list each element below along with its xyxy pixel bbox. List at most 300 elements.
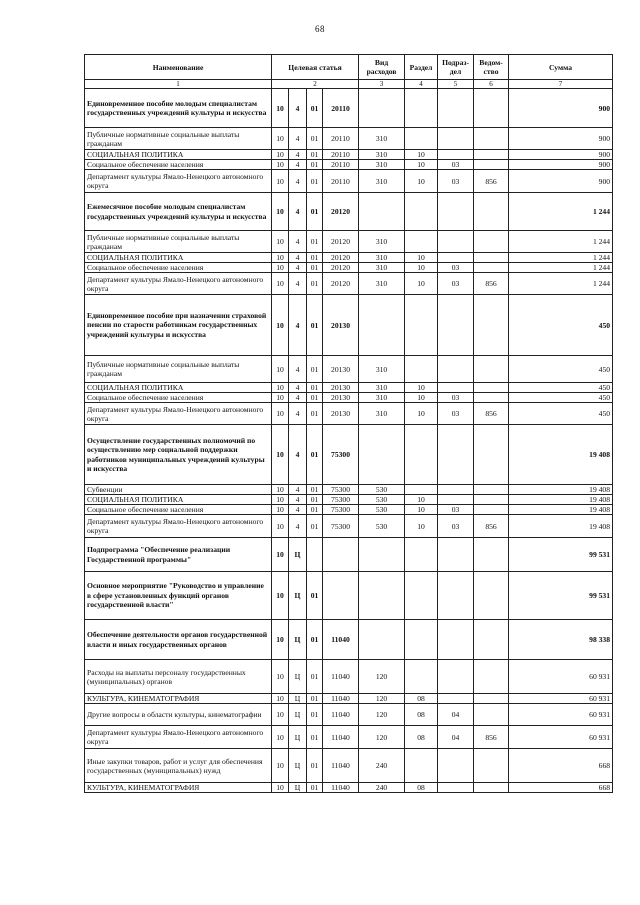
vedomstvo-cell <box>474 89 509 128</box>
target-code-3: 01 <box>307 263 323 273</box>
sum-cell: 450 <box>509 356 613 383</box>
column-number: 3 <box>359 80 405 89</box>
target-code-1: 10 <box>272 160 289 170</box>
target-code-2: Ц <box>289 783 307 793</box>
column-number: 5 <box>438 80 474 89</box>
target-code-1: 10 <box>272 295 289 356</box>
table-row <box>85 425 613 485</box>
target-code-1: 10 <box>272 170 289 193</box>
podrazdel-cell <box>438 620 474 660</box>
row-name: Публичные нормативные социальные выплаты гражданам <box>85 128 272 150</box>
sum-cell: 60 931 <box>509 660 613 694</box>
row-name: Социальное обеспечение населения <box>85 393 272 403</box>
target-code-2: 4 <box>289 150 307 160</box>
vid-cell: 310 <box>359 253 405 263</box>
target-code-4: 20110 <box>323 170 359 193</box>
target-code-3: 01 <box>307 515 323 538</box>
target-code-3: 01 <box>307 383 323 393</box>
target-code-3: 01 <box>307 620 323 660</box>
target-code-4: 20120 <box>323 231 359 253</box>
table-row <box>85 295 613 356</box>
sum-cell: 668 <box>509 749 613 783</box>
target-code-4 <box>323 572 359 620</box>
vedomstvo-cell <box>474 505 509 515</box>
header-vid: Вид расходов <box>359 55 405 80</box>
podrazdel-cell: 04 <box>438 726 474 749</box>
header-summa: Сумма <box>509 55 613 80</box>
razdel-cell: 10 <box>405 160 438 170</box>
sum-cell: 19 408 <box>509 425 613 485</box>
target-code-4: 20130 <box>323 383 359 393</box>
target-code-1: 10 <box>272 89 289 128</box>
podrazdel-cell <box>438 572 474 620</box>
target-code-1: 10 <box>272 538 289 572</box>
target-code-4: 75300 <box>323 485 359 495</box>
target-code-1: 10 <box>272 193 289 231</box>
razdel-cell: 10 <box>405 393 438 403</box>
target-code-4: 20130 <box>323 393 359 403</box>
sum-cell: 900 <box>509 170 613 193</box>
podrazdel-cell: 03 <box>438 403 474 425</box>
row-name: КУЛЬТУРА, КИНЕМАТОГРАФИЯ <box>85 783 272 793</box>
razdel-cell: 10 <box>405 403 438 425</box>
target-code-2: Ц <box>289 660 307 694</box>
target-code-2: 4 <box>289 170 307 193</box>
target-code-2: Ц <box>289 749 307 783</box>
podrazdel-cell <box>438 193 474 231</box>
podrazdel-cell: 03 <box>438 263 474 273</box>
vedomstvo-cell <box>474 749 509 783</box>
target-code-1: 10 <box>272 620 289 660</box>
sum-cell: 450 <box>509 393 613 403</box>
target-code-3: 01 <box>307 783 323 793</box>
vedomstvo-cell <box>474 383 509 393</box>
podrazdel-cell: 04 <box>438 704 474 726</box>
target-code-4: 20120 <box>323 193 359 231</box>
target-code-2: 4 <box>289 383 307 393</box>
sum-cell: 19 408 <box>509 495 613 505</box>
row-name: Единовременное пособие при назначении страховой пенсии по старости работникам государственных учреждений культуры и искусства <box>85 295 272 356</box>
target-code-1: 10 <box>272 231 289 253</box>
podrazdel-cell: 03 <box>438 393 474 403</box>
vedomstvo-cell <box>474 128 509 150</box>
table-row <box>85 231 613 253</box>
table-row <box>85 393 613 403</box>
razdel-cell: 10 <box>405 273 438 295</box>
target-code-1: 10 <box>272 505 289 515</box>
razdel-cell <box>405 749 438 783</box>
vid-cell: 310 <box>359 150 405 160</box>
target-code-3: 01 <box>307 253 323 263</box>
table-row <box>85 253 613 263</box>
table-row <box>85 783 613 793</box>
target-code-1: 10 <box>272 704 289 726</box>
sum-cell: 668 <box>509 783 613 793</box>
target-code-4: 20110 <box>323 160 359 170</box>
podrazdel-cell: 03 <box>438 515 474 538</box>
sum-cell: 900 <box>509 160 613 170</box>
target-code-3 <box>307 538 323 572</box>
vedomstvo-cell: 856 <box>474 403 509 425</box>
vedomstvo-cell <box>474 150 509 160</box>
row-name: Социальное обеспечение населения <box>85 263 272 273</box>
target-code-4: 75300 <box>323 425 359 485</box>
vedomstvo-cell <box>474 495 509 505</box>
vedomstvo-cell <box>474 538 509 572</box>
vid-cell <box>359 425 405 485</box>
vid-cell: 120 <box>359 694 405 704</box>
row-name: Департамент культуры Ямало-Ненецкого автономного округа <box>85 726 272 749</box>
target-code-2: 4 <box>289 253 307 263</box>
target-code-1: 10 <box>272 660 289 694</box>
razdel-cell <box>405 620 438 660</box>
podrazdel-cell <box>438 425 474 485</box>
vid-cell: 530 <box>359 485 405 495</box>
vedomstvo-cell <box>474 572 509 620</box>
target-code-4: 20130 <box>323 295 359 356</box>
target-code-2: 4 <box>289 295 307 356</box>
podrazdel-cell <box>438 150 474 160</box>
target-code-4: 11040 <box>323 704 359 726</box>
sum-cell: 98 338 <box>509 620 613 660</box>
target-code-4: 11040 <box>323 726 359 749</box>
sum-cell: 60 931 <box>509 704 613 726</box>
target-code-1: 10 <box>272 425 289 485</box>
sum-cell: 450 <box>509 403 613 425</box>
target-code-2: 4 <box>289 89 307 128</box>
vedomstvo-cell <box>474 356 509 383</box>
row-name: Осуществление государственных полномочий по осуществлению мер социальной поддержки работников муниципальных учреждений культуры и искусства <box>85 425 272 485</box>
razdel-cell <box>405 193 438 231</box>
razdel-cell <box>405 295 438 356</box>
podrazdel-cell: 03 <box>438 170 474 193</box>
target-code-1: 10 <box>272 383 289 393</box>
vid-cell: 120 <box>359 726 405 749</box>
razdel-cell: 10 <box>405 495 438 505</box>
row-name: Расходы на выплаты персоналу государственных (муниципальных) органов <box>85 660 272 694</box>
razdel-cell: 10 <box>405 515 438 538</box>
table-row <box>85 749 613 783</box>
podrazdel-cell <box>438 128 474 150</box>
vid-cell: 310 <box>359 160 405 170</box>
target-code-1: 10 <box>272 128 289 150</box>
vid-cell <box>359 538 405 572</box>
razdel-cell <box>405 485 438 495</box>
vedomstvo-cell <box>474 253 509 263</box>
vedomstvo-cell <box>474 425 509 485</box>
header-vedomstvo: Ведом-ство <box>474 55 509 80</box>
podrazdel-cell <box>438 694 474 704</box>
table-row <box>85 383 613 393</box>
row-name: Департамент культуры Ямало-Ненецкого автономного округа <box>85 170 272 193</box>
target-code-4: 11040 <box>323 620 359 660</box>
target-code-3: 01 <box>307 128 323 150</box>
target-code-1: 10 <box>272 273 289 295</box>
sum-cell: 1 244 <box>509 231 613 253</box>
row-name: Субвенции <box>85 485 272 495</box>
target-code-2: 4 <box>289 356 307 383</box>
target-code-2: Ц <box>289 726 307 749</box>
target-code-1: 10 <box>272 726 289 749</box>
table-row <box>85 726 613 749</box>
row-name: Подпрограмма "Обеспечение реализации Государственной программы" <box>85 538 272 572</box>
target-code-1: 10 <box>272 356 289 383</box>
vid-cell: 530 <box>359 515 405 538</box>
row-name: СОЦИАЛЬНАЯ ПОЛИТИКА <box>85 383 272 393</box>
budget-table <box>84 54 613 793</box>
table-row <box>85 505 613 515</box>
table-row <box>85 485 613 495</box>
target-code-3: 01 <box>307 749 323 783</box>
sum-cell: 19 408 <box>509 505 613 515</box>
target-code-3: 01 <box>307 273 323 295</box>
target-code-1: 10 <box>272 515 289 538</box>
target-code-4: 11040 <box>323 783 359 793</box>
vedomstvo-cell: 856 <box>474 515 509 538</box>
vedomstvo-cell <box>474 704 509 726</box>
vid-cell <box>359 620 405 660</box>
column-number: 7 <box>509 80 613 89</box>
razdel-cell <box>405 425 438 485</box>
column-number: 1 <box>85 80 272 89</box>
table-row <box>85 704 613 726</box>
table-row <box>85 660 613 694</box>
razdel-cell: 10 <box>405 253 438 263</box>
target-code-2: 4 <box>289 273 307 295</box>
razdel-cell: 10 <box>405 383 438 393</box>
target-code-1: 10 <box>272 403 289 425</box>
podrazdel-cell: 03 <box>438 273 474 295</box>
table-row <box>85 620 613 660</box>
target-code-2: 4 <box>289 485 307 495</box>
target-code-1: 10 <box>272 694 289 704</box>
row-name: Иные закупки товаров, работ и услуг для обеспечения государственных (муниципальных) нужд <box>85 749 272 783</box>
row-name: Единовременное пособие молодым специалистам государственных учреждений культуры и искусства <box>85 89 272 128</box>
vid-cell: 310 <box>359 231 405 253</box>
table-row <box>85 538 613 572</box>
target-code-1: 10 <box>272 150 289 160</box>
target-code-1: 10 <box>272 572 289 620</box>
vedomstvo-cell <box>474 160 509 170</box>
target-code-4 <box>323 538 359 572</box>
target-code-3: 01 <box>307 704 323 726</box>
row-name: Публичные нормативные социальные выплаты гражданам <box>85 231 272 253</box>
target-code-3: 01 <box>307 356 323 383</box>
razdel-cell: 08 <box>405 783 438 793</box>
row-name: СОЦИАЛЬНАЯ ПОЛИТИКА <box>85 495 272 505</box>
podrazdel-cell <box>438 660 474 694</box>
sum-cell: 900 <box>509 150 613 160</box>
target-code-3: 01 <box>307 425 323 485</box>
vedomstvo-cell <box>474 620 509 660</box>
razdel-cell: 08 <box>405 726 438 749</box>
podrazdel-cell <box>438 89 474 128</box>
podrazdel-cell <box>438 783 474 793</box>
vid-cell: 120 <box>359 660 405 694</box>
column-number: 6 <box>474 80 509 89</box>
target-code-3: 01 <box>307 403 323 425</box>
row-name: Другие вопросы в области культуры, кинематографии <box>85 704 272 726</box>
sum-cell: 1 244 <box>509 263 613 273</box>
vid-cell: 530 <box>359 505 405 515</box>
target-code-3: 01 <box>307 393 323 403</box>
vedomstvo-cell <box>474 393 509 403</box>
sum-cell: 1 244 <box>509 193 613 231</box>
target-code-2: Ц <box>289 704 307 726</box>
podrazdel-cell <box>438 295 474 356</box>
target-code-4: 20130 <box>323 403 359 425</box>
target-code-4: 20120 <box>323 253 359 263</box>
podrazdel-cell: 03 <box>438 160 474 170</box>
target-code-3: 01 <box>307 170 323 193</box>
table-row <box>85 495 613 505</box>
row-name: Публичные нормативные социальные выплаты гражданам <box>85 356 272 383</box>
target-code-4: 11040 <box>323 660 359 694</box>
razdel-cell <box>405 356 438 383</box>
target-code-4: 75300 <box>323 495 359 505</box>
target-code-1: 10 <box>272 263 289 273</box>
razdel-cell: 10 <box>405 505 438 515</box>
header-razdel: Раздел <box>405 55 438 80</box>
vedomstvo-cell: 856 <box>474 273 509 295</box>
vedomstvo-cell <box>474 660 509 694</box>
vid-cell: 310 <box>359 383 405 393</box>
sum-cell: 99 531 <box>509 538 613 572</box>
podrazdel-cell <box>438 383 474 393</box>
table-row <box>85 273 613 295</box>
row-name: Обеспечение деятельности органов государственной власти и иных государственных органов <box>85 620 272 660</box>
target-code-1: 10 <box>272 393 289 403</box>
razdel-cell <box>405 89 438 128</box>
row-name: СОЦИАЛЬНАЯ ПОЛИТИКА <box>85 150 272 160</box>
target-code-3: 01 <box>307 193 323 231</box>
vid-cell <box>359 572 405 620</box>
row-name: Социальное обеспечение населения <box>85 505 272 515</box>
podrazdel-cell <box>438 749 474 783</box>
target-code-2: 4 <box>289 403 307 425</box>
sum-cell: 900 <box>509 128 613 150</box>
vid-cell <box>359 89 405 128</box>
razdel-cell <box>405 660 438 694</box>
vid-cell: 310 <box>359 403 405 425</box>
row-name: Департамент культуры Ямало-Ненецкого автономного округа <box>85 403 272 425</box>
sum-cell: 60 931 <box>509 694 613 704</box>
target-code-1: 10 <box>272 253 289 263</box>
razdel-cell <box>405 128 438 150</box>
table-body <box>85 89 613 793</box>
razdel-cell <box>405 538 438 572</box>
podrazdel-cell <box>438 495 474 505</box>
target-code-2: Ц <box>289 694 307 704</box>
sum-cell: 19 408 <box>509 485 613 495</box>
target-code-4: 20110 <box>323 150 359 160</box>
sum-cell: 450 <box>509 383 613 393</box>
target-code-3: 01 <box>307 505 323 515</box>
target-code-4: 20110 <box>323 89 359 128</box>
sum-cell: 19 408 <box>509 515 613 538</box>
vedomstvo-cell <box>474 694 509 704</box>
table-row <box>85 356 613 383</box>
vid-cell: 310 <box>359 356 405 383</box>
vedomstvo-cell: 856 <box>474 726 509 749</box>
target-code-3: 01 <box>307 150 323 160</box>
row-name: Ежемесячное пособие молодым специалистам государственных учреждений культуры и искусства <box>85 193 272 231</box>
target-code-2: 4 <box>289 425 307 485</box>
vid-cell: 120 <box>359 704 405 726</box>
target-code-2: 4 <box>289 505 307 515</box>
target-code-1: 10 <box>272 749 289 783</box>
header-name: Наименование <box>85 55 272 80</box>
row-name: КУЛЬТУРА, КИНЕМАТОГРАФИЯ <box>85 694 272 704</box>
target-code-2: 4 <box>289 393 307 403</box>
vid-cell: 240 <box>359 749 405 783</box>
sum-cell: 99 531 <box>509 572 613 620</box>
table-row <box>85 263 613 273</box>
table-header-row <box>85 55 613 80</box>
vedomstvo-cell <box>474 263 509 273</box>
target-code-1: 10 <box>272 495 289 505</box>
target-code-3: 01 <box>307 694 323 704</box>
row-name: Социальное обеспечение населения <box>85 160 272 170</box>
target-code-2: 4 <box>289 193 307 231</box>
table-row <box>85 160 613 170</box>
row-name: Основное мероприятие "Руководство и управление в сфере установленных функций органов государственной власти" <box>85 572 272 620</box>
podrazdel-cell <box>438 253 474 263</box>
target-code-3: 01 <box>307 485 323 495</box>
target-code-3: 01 <box>307 495 323 505</box>
table-row <box>85 515 613 538</box>
target-code-4: 75300 <box>323 515 359 538</box>
target-code-2: Ц <box>289 620 307 660</box>
target-code-2: Ц <box>289 538 307 572</box>
vid-cell: 310 <box>359 128 405 150</box>
header-podrazdel: Подраз-дел <box>438 55 474 80</box>
target-code-2: 4 <box>289 231 307 253</box>
razdel-cell <box>405 572 438 620</box>
target-code-2: 4 <box>289 263 307 273</box>
target-code-4: 20110 <box>323 128 359 150</box>
target-code-1: 10 <box>272 783 289 793</box>
vid-cell: 310 <box>359 393 405 403</box>
vedomstvo-cell: 856 <box>474 170 509 193</box>
sum-cell: 1 244 <box>509 273 613 295</box>
vedomstvo-cell <box>474 295 509 356</box>
razdel-cell: 08 <box>405 704 438 726</box>
vid-cell: 310 <box>359 263 405 273</box>
row-name: Департамент культуры Ямало-Ненецкого автономного округа <box>85 515 272 538</box>
target-code-4: 20130 <box>323 356 359 383</box>
vid-cell: 530 <box>359 495 405 505</box>
target-code-2: Ц <box>289 572 307 620</box>
target-code-2: 4 <box>289 128 307 150</box>
table-row <box>85 572 613 620</box>
razdel-cell: 10 <box>405 150 438 160</box>
vedomstvo-cell <box>474 783 509 793</box>
target-code-1: 10 <box>272 485 289 495</box>
table-row <box>85 150 613 160</box>
column-number-row <box>85 80 613 89</box>
target-code-2: 4 <box>289 495 307 505</box>
vedomstvo-cell <box>474 485 509 495</box>
vid-cell: 310 <box>359 170 405 193</box>
target-code-3: 01 <box>307 295 323 356</box>
table-row <box>85 694 613 704</box>
column-number: 2 <box>272 80 359 89</box>
sum-cell: 1 244 <box>509 253 613 263</box>
razdel-cell: 10 <box>405 170 438 193</box>
row-name: Департамент культуры Ямало-Ненецкого автономного округа <box>85 273 272 295</box>
table-row <box>85 89 613 128</box>
